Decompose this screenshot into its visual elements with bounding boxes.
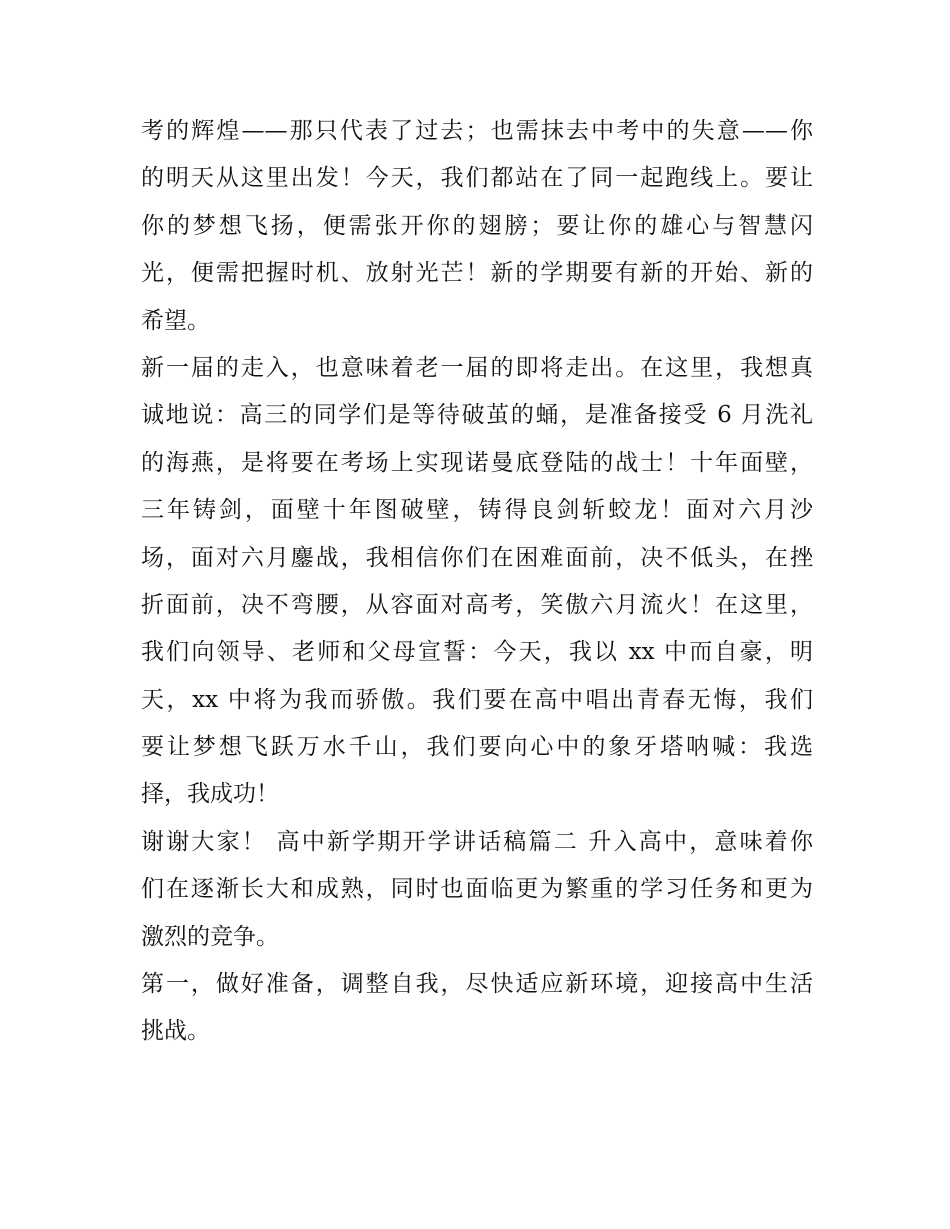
text-line: 考的辉煌——那只代表了过去；也需抹去中考中的失意——你 <box>141 118 813 144</box>
text-line: 我们向领导、老师和父母宣誓：今天，我以 xx 中而自豪，明 <box>141 639 813 666</box>
text-line: 择，我成功！ <box>141 781 279 808</box>
document-body <box>141 108 813 1056</box>
text-line: 场，面对六月鏖战，我相信你们在困难面前，决不低头，在挫 <box>141 544 813 571</box>
text-line: 三年铸剑，面壁十年图破壁，铸得良剑斩蛟龙！面对六月沙 <box>141 497 813 524</box>
text-line: 激烈的竞争。 <box>141 923 279 950</box>
text-line: 的明天从这里出发！今天，我们都站在了同一起跑线上。要让 <box>141 165 813 192</box>
text-line: 要让梦想飞跃万水千山，我们要向心中的象牙塔呐喊：我选 <box>141 734 813 761</box>
text-line: 光，便需把握时机、放射光芒！新的学期要有新的开始、新的 <box>141 260 813 287</box>
text-line: 们在逐渐长大和成熟，同时也面临更为繁重的学习任务和更为 <box>141 876 813 903</box>
text-line: 的海燕，是将要在考场上实现诺曼底登陆的战士！十年面壁， <box>141 449 813 476</box>
text-line: 谢谢大家！ 高中新学期开学讲话稿篇二 升入高中，意味着你 <box>141 828 813 855</box>
text-line: 折面前，决不弯腰，从容面对高考，笑傲六月流火！在这里， <box>141 591 813 618</box>
text-line: 新一届的走入，也意味着老一届的即将走出。在这里，我想真 <box>141 354 813 381</box>
text-line: 你的梦想飞扬，便需张开你的翅膀；要让你的雄心与智慧闪 <box>141 212 813 239</box>
text-line: 希望。 <box>141 307 210 334</box>
text-line: 挑战。 <box>141 1018 210 1045</box>
text-line: 诚地说：高三的同学们是等待破茧的蛹，是准备接受 6 月洗礼 <box>141 402 813 429</box>
text-line: 天，xx 中将为我而骄傲。我们要在高中唱出青春无悔，我们 <box>141 686 813 713</box>
text-line: 第一，做好准备，调整自我，尽快适应新环境，迎接高中生活 <box>141 971 813 998</box>
